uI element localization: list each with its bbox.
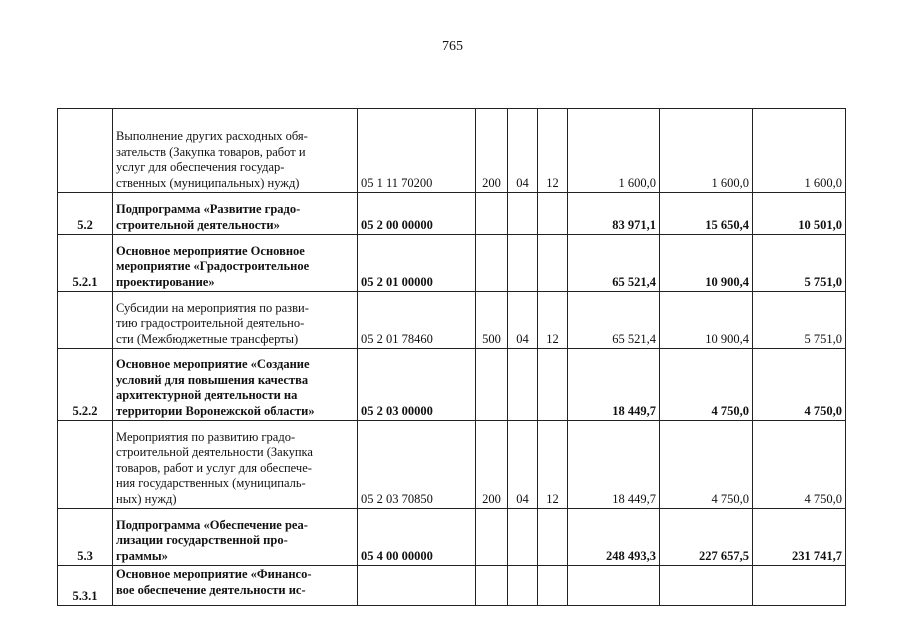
amount-year-3: 10 501,0 (753, 193, 846, 235)
table-row (58, 292, 846, 349)
row-name: Основное мероприятие «Финансо- вое обеспечение деятельности ис- (113, 566, 358, 606)
table-row (58, 109, 846, 193)
section-code: 04 (508, 109, 538, 193)
row-number: 5.3.1 (58, 566, 113, 606)
expense-type (476, 509, 508, 566)
amount-year-1: 248 493,3 (568, 509, 660, 566)
expense-type: 200 (476, 421, 508, 509)
subsection-code: 12 (538, 292, 568, 349)
subsection-code (538, 509, 568, 566)
subsection-code (538, 566, 568, 606)
section-code (508, 566, 538, 606)
amount-year-3: 5 751,0 (753, 235, 846, 292)
subsection-code: 12 (538, 421, 568, 509)
row-name: Подпрограмма «Развитие градо- строительной деятельности» (113, 193, 358, 235)
table-row (58, 235, 846, 292)
target-code: 05 2 01 00000 (358, 235, 476, 292)
row-number: 5.2.1 (58, 235, 113, 292)
row-number (58, 292, 113, 349)
amount-year-3: 1 600,0 (753, 109, 846, 193)
section-code: 04 (508, 421, 538, 509)
row-number (58, 109, 113, 193)
target-code: 05 2 00 00000 (358, 193, 476, 235)
subsection-code: 12 (538, 109, 568, 193)
row-number (58, 421, 113, 509)
subsection-code (538, 193, 568, 235)
amount-year-3: 4 750,0 (753, 349, 846, 421)
expense-type (476, 235, 508, 292)
amount-year-2: 4 750,0 (660, 421, 753, 509)
page-number: 765 (442, 39, 463, 54)
amount-year-3: 4 750,0 (753, 421, 846, 509)
expense-type: 500 (476, 292, 508, 349)
amount-year-2: 10 900,4 (660, 292, 753, 349)
amount-year-1: 83 971,1 (568, 193, 660, 235)
expense-type (476, 566, 508, 606)
row-name: Мероприятия по развитию градо- строительной деятельности (Закупка товаров, работ и услуг для обеспече- ния государственных (муниципаль- ных) нужд) (113, 421, 358, 509)
target-code: 05 2 03 00000 (358, 349, 476, 421)
row-number: 5.2 (58, 193, 113, 235)
amount-year-1: 1 600,0 (568, 109, 660, 193)
subsection-code (538, 349, 568, 421)
amount-year-1: 65 521,4 (568, 235, 660, 292)
section-code (508, 509, 538, 566)
row-name: Основное мероприятие Основное мероприятие «Градостроительное проектирование» (113, 235, 358, 292)
section-code (508, 235, 538, 292)
amount-year-1 (568, 566, 660, 606)
amount-year-3: 231 741,7 (753, 509, 846, 566)
amount-year-1: 65 521,4 (568, 292, 660, 349)
expense-type (476, 349, 508, 421)
amount-year-1: 18 449,7 (568, 421, 660, 509)
target-code (358, 566, 476, 606)
table-row (58, 349, 846, 421)
expense-type: 200 (476, 109, 508, 193)
row-name: Подпрограмма «Обеспечение реа- лизации государственной про- граммы» (113, 509, 358, 566)
table-row (58, 566, 846, 606)
row-name: Основное мероприятие «Создание условий для повышения качества архитектурной деятельности на территории Воронежской области» (113, 349, 358, 421)
amount-year-2: 1 600,0 (660, 109, 753, 193)
row-name: Выполнение других расходных обя- зательств (Закупка товаров, работ и услуг для обеспечения государ- ственных (муниципальных) нужд) (113, 109, 358, 193)
section-code: 04 (508, 292, 538, 349)
row-number: 5.2.2 (58, 349, 113, 421)
target-code: 05 2 03 70850 (358, 421, 476, 509)
target-code: 05 4 00 00000 (358, 509, 476, 566)
amount-year-1: 18 449,7 (568, 349, 660, 421)
amount-year-2: 15 650,4 (660, 193, 753, 235)
target-code: 05 1 11 70200 (358, 109, 476, 193)
table-row (58, 509, 846, 566)
amount-year-2: 4 750,0 (660, 349, 753, 421)
row-number: 5.3 (58, 509, 113, 566)
table-row (58, 421, 846, 509)
table-row (58, 193, 846, 235)
target-code: 05 2 01 78460 (358, 292, 476, 349)
budget-table (57, 108, 846, 606)
section-code (508, 349, 538, 421)
section-code (508, 193, 538, 235)
row-name: Субсидии на мероприятия по разви- тию градостроительной деятельно- сти (Межбюджетные трансферты) (113, 292, 358, 349)
amount-year-3: 5 751,0 (753, 292, 846, 349)
amount-year-2: 227 657,5 (660, 509, 753, 566)
amount-year-2 (660, 566, 753, 606)
subsection-code (538, 235, 568, 292)
expense-type (476, 193, 508, 235)
amount-year-2: 10 900,4 (660, 235, 753, 292)
amount-year-3 (753, 566, 846, 606)
